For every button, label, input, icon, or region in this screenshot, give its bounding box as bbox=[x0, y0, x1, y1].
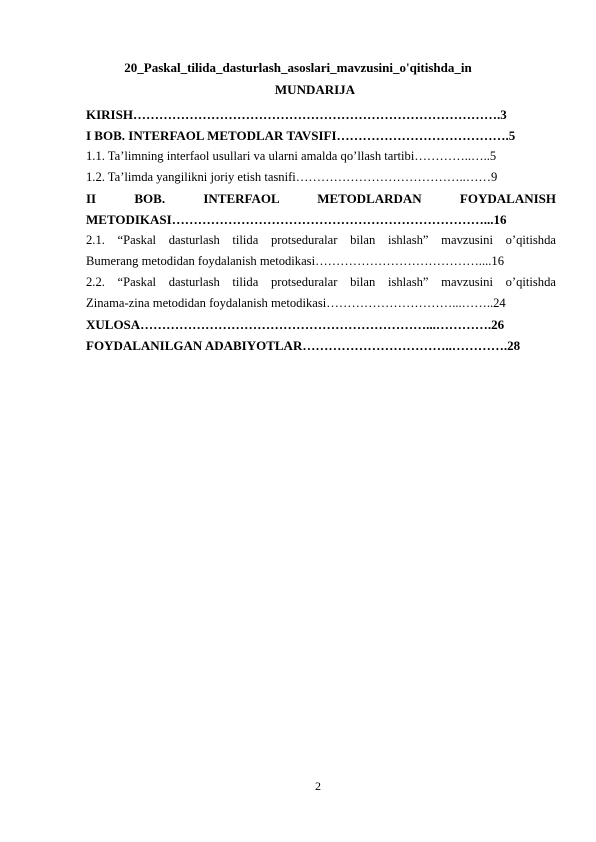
table-of-contents bbox=[86, 104, 556, 356]
toc-entry-chapter-2-line-1: II BOB. INTERFAOL METODLARDAN FOYDALANISH bbox=[86, 191, 556, 206]
toc-entry-section-2-2-line-2: Zinama-zina metodidan foydalanish metodikasi…………………………...……..24 bbox=[86, 296, 506, 310]
toc-entry-section-2-2-line-1: 2.2. “Paskal dasturlash tilida protseduralar bilan ishlash” mavzusini o’qitishda bbox=[86, 275, 556, 289]
toc-entry-kirish: KIRISH………………………………………………………………………….3 bbox=[86, 107, 507, 122]
toc-entry-section-1-2: 1.2. Ta’limda yangilikni joriy etish tasnifi…………………………………..……9 bbox=[86, 170, 498, 184]
toc-heading: MUNDARIJA bbox=[274, 82, 356, 97]
document-title: 20_Paskal_tilida_dasturlash_asoslari_mavzusini_o'qitishda_in bbox=[124, 60, 472, 75]
toc-entry-section-2-1-line-1: 2.1. “Paskal dasturlash tilida protseduralar bilan ishlash” mavzusini o’qitishda bbox=[86, 233, 556, 247]
page-number: 2 bbox=[315, 779, 321, 793]
toc-entry-references: FOYDALANILGAN ADABIYOTLAR……………………………..………….28 bbox=[86, 338, 521, 353]
toc-entry-section-2-1-line-2: Bumerang metodidan foydalanish metodikasi…………………………………....16 bbox=[86, 254, 504, 268]
toc-entry-xulosa: XULOSA…………………………………………………………...………….26 bbox=[86, 317, 505, 332]
toc-entry-section-1-1: 1.1. Ta’limning interfaol usullari va ularni amalda qo’llash tartibi…………..…..5 bbox=[86, 149, 497, 163]
toc-entry-chapter-1: I BOB. INTERFAOL METODLAR TAVSIFI………………………………….5 bbox=[86, 128, 516, 143]
toc-entry-chapter-2-line-2: METODIKASI………………………………………………………………...16 bbox=[86, 212, 507, 227]
